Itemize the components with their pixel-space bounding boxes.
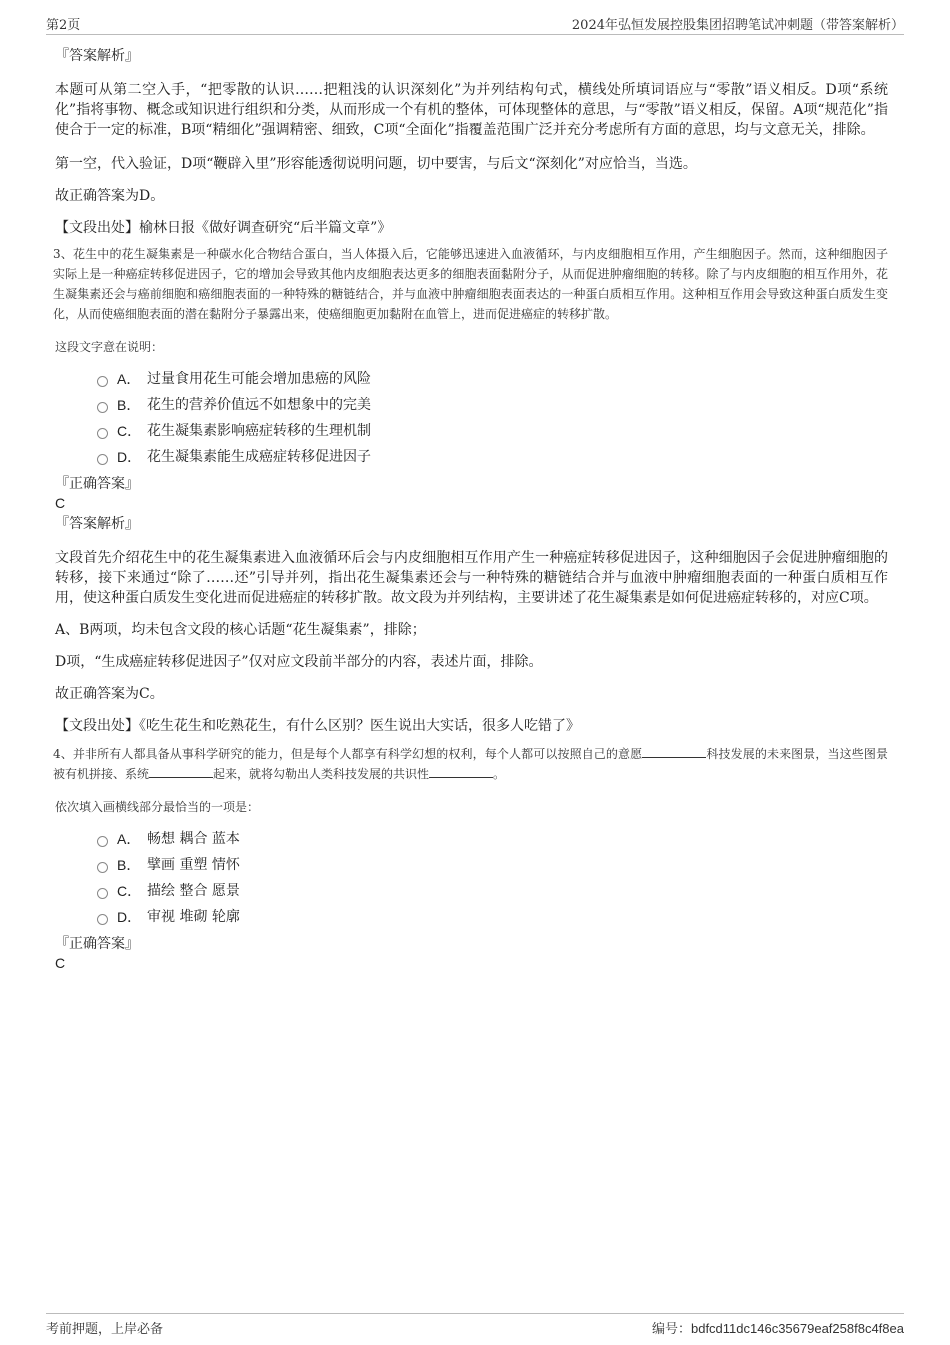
analysis-label: 『答案解析』 xyxy=(55,516,139,532)
analysis-conclusion: 故正确答案为C。 xyxy=(55,686,164,702)
analysis-paragraph: D项，“生成癌症转移促进因子”仅对应文段前半部分的内容，表述片面，排除。 xyxy=(55,654,543,670)
radio-icon[interactable] xyxy=(97,836,108,847)
footer-slogan: 考前押题，上岸必备 xyxy=(46,1322,164,1337)
analysis-paragraph: 本题可从第二空入手，“把零散的认识……把粗浅的认识深刻化”为并列结构句式，横线处所填词语应与“零散”语义相反。D项“系统化”指将事物、概念或知识进行组织和分类，从而形成一个有机的整体，可体现整体的意思，与“零散”语义相反，保留。A项“规范化”指使合于一定的标准，B项“精细化”强调精密、细致，C项“全面化”指覆盖范围广泛并充分考虑所有方面的意思，均与文意无关，排除。 xyxy=(55,82,888,138)
analysis-conclusion: 故正确答案为D。 xyxy=(55,188,165,204)
question-4-text: 4、并非所有人都具备从事科学研究的能力，但是每个人都享有科学幻想的权利，每个人都可以按照自己的意愿 科技发展的未来图景，当这些图景被有机拼接、系统 起来，就将勾勒出人类科技发展的共识性 。 xyxy=(53,747,888,781)
fill-blank xyxy=(429,765,493,778)
radio-icon[interactable] xyxy=(97,888,108,899)
page-footer xyxy=(46,1313,904,1338)
question-4-options xyxy=(55,826,888,930)
question-4-prompt: 依次填入画横线部分最恰当的一项是： xyxy=(55,800,260,814)
radio-icon[interactable] xyxy=(97,376,108,387)
option-d[interactable]: D． 花生凝集素能生成癌症转移促进因子 xyxy=(97,444,888,470)
radio-icon[interactable] xyxy=(97,428,108,439)
correct-answer: C xyxy=(55,955,66,971)
fill-blank xyxy=(642,745,706,758)
question-3-prompt: 这段文字意在说明： xyxy=(55,340,164,354)
analysis-paragraph: 文段首先介绍花生中的花生凝集素进入血液循环后会与内皮细胞相互作用产生一种癌症转移促进因子，这种细胞因子会促进肿瘤细胞的转移，接下来通过“除了……还”引导并列，指出花生凝集素还会与一种特殊的糖链结合并与血液中肿瘤细胞表面的一种蛋白质相互作用，使这种蛋白质发生变化进而促进癌症的转移扩散。故文段为并列结构，主要讲述了花生凝集素是如何促进癌症转移的，对应C项。 xyxy=(55,550,888,606)
radio-icon[interactable] xyxy=(97,862,108,873)
question-3-text: 3、花生中的花生凝集素是一种碳水化合物结合蛋白，当人体摄入后，它能够迅速进入血液循环，与内皮细胞相互作用，产生细胞因子。然而，这种细胞因子实际上是一种癌症转移促进因子，它的增加会导致其他内皮细胞表达更多的细胞表面黏附分子，从而促进肿瘤细胞的转移。除了与内皮细胞的相互作用外，花生凝集素还会与癌前细胞和癌细胞表面的一种特殊的糖链结合，并与血液中肿瘤细胞表面表达的一种蛋白质相互作用。这种相互作用会导致这种蛋白质发生变化，从而使癌细胞表面的潜在黏附分子暴露出来，使癌细胞更加黏附在血管上，进而促进癌症的转移扩散。 xyxy=(53,247,888,321)
option-c[interactable]: C． 花生凝集素影响癌症转移的生理机制 xyxy=(97,418,888,444)
document-id: 编号：bdfcd11dc146c35679eaf258f8c4f8ea xyxy=(651,1321,904,1336)
option-b[interactable]: B． 花生的营养价值远不如想象中的完美 xyxy=(97,392,888,418)
option-b[interactable]: B． 擘画 重塑 情怀 xyxy=(97,852,888,878)
question-3-options xyxy=(55,366,888,470)
correct-answer-label: 『正确答案』 xyxy=(55,476,139,492)
correct-answer-label: 『正确答案』 xyxy=(55,936,139,952)
option-c[interactable]: C． 描绘 整合 愿景 xyxy=(97,878,888,904)
option-d[interactable]: D． 审视 堆砌 轮廓 xyxy=(97,904,888,930)
radio-icon[interactable] xyxy=(97,402,108,413)
radio-icon[interactable] xyxy=(97,914,108,925)
source-note: 【文段出处】《吃生花生和吃熟花生，有什么区别？医生说出大实话，很多人吃错了》 xyxy=(55,718,580,734)
analysis-paragraph: 第一空，代入验证，D项“鞭辟入里”形容能透彻说明问题，切中要害，与后文“深刻化”对应恰当，当选。 xyxy=(55,156,697,172)
page-content xyxy=(55,44,888,972)
document-title: 2024年弘恒发展控股集团招聘笔试冲刺题（带答案解析） xyxy=(571,18,904,33)
page-number: 第2页 xyxy=(46,18,81,33)
correct-answer: C xyxy=(55,495,66,511)
source-note: 【文段出处】榆林日报《做好调查研究“后半篇文章”》 xyxy=(55,220,392,236)
radio-icon[interactable] xyxy=(97,454,108,465)
fill-blank xyxy=(149,765,213,778)
page-header xyxy=(46,12,904,35)
analysis-paragraph: A、B两项，均未包含文段的核心话题“花生凝集素”，排除； xyxy=(55,622,426,638)
option-a[interactable]: A． 过量食用花生可能会增加患癌的风险 xyxy=(97,366,888,392)
option-a[interactable]: A． 畅想 耦合 蓝本 xyxy=(97,826,888,852)
analysis-label: 『答案解析』 xyxy=(55,48,139,64)
